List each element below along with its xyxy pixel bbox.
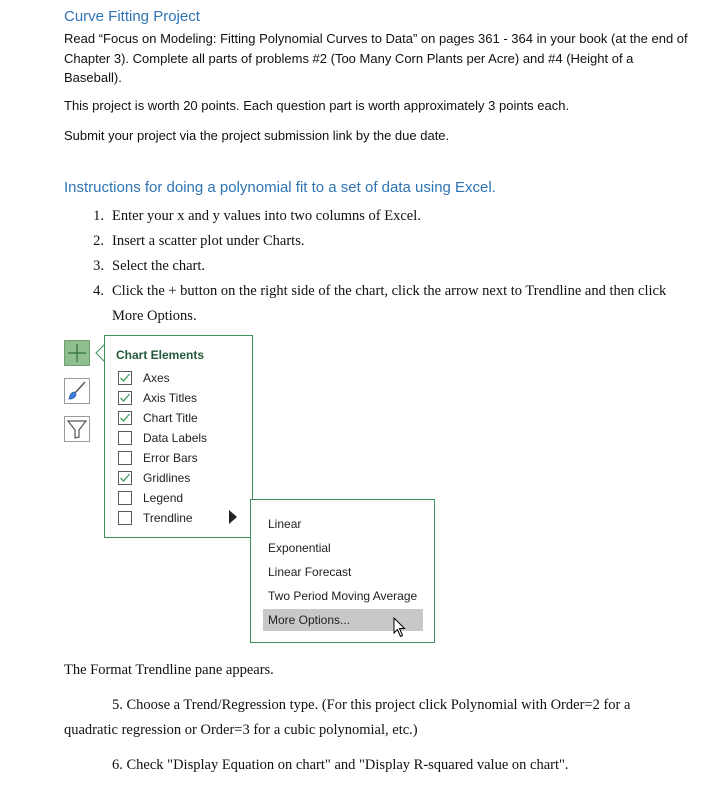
checkbox-axes[interactable] (118, 371, 132, 385)
checkbox-gridlines[interactable] (118, 471, 132, 485)
intro-paragraph: Read “Focus on Modeling: Fitting Polynomial Curves to Data” on pages 361 - 364 in your book (at the end of Chapter 3). Complete all parts of problems #2 (Too Many Corn Plants per Acre) and #4 (Height of a Baseball). (64, 31, 688, 85)
paintbrush-icon (65, 379, 89, 403)
chart-element-gridlines[interactable] (118, 469, 190, 487)
chart-element-label: Axes (143, 371, 170, 385)
step-4-continuation: More Options. (112, 308, 197, 324)
checkbox-chart-title[interactable] (118, 411, 132, 425)
checkbox-error-bars[interactable] (118, 451, 132, 465)
points-worth-text: This project is worth 20 points. Each question part is worth approximately 3 points each. (64, 98, 570, 113)
plus-icon (65, 341, 89, 365)
page-title: Curve Fitting Project (64, 8, 200, 25)
submit-text: Submit your project via the project submission link by the due date. (64, 128, 450, 143)
step-text: Enter your x and y values into two columns of Excel. (112, 208, 421, 224)
step-text: Insert a scatter plot under Charts. (112, 233, 305, 249)
chart-element-error-bars[interactable] (118, 449, 198, 467)
step-5-line-1: 5. Choose a Trend/Regression type. (For this project click Polynomial with Order=2 for a (112, 697, 631, 713)
chart-styles-button[interactable] (64, 378, 90, 404)
trendline-submenu (250, 499, 435, 643)
mouse-cursor-icon (393, 617, 407, 638)
trendline-option-exponential[interactable]: Exponential (268, 541, 331, 555)
chart-element-label: Legend (143, 491, 184, 505)
checkmark-icon (119, 372, 131, 384)
chart-element-trendline[interactable] (118, 509, 193, 527)
step-text: Click the + button on the right side of the chart, click the arrow next to Trendline and then click (112, 283, 667, 299)
chart-element-legend[interactable] (118, 489, 183, 507)
checkmark-icon (119, 472, 131, 484)
chart-elements-title: Chart Elements (116, 348, 205, 362)
checkbox-legend[interactable] (118, 491, 132, 505)
chart-element-label: Trendline (143, 511, 193, 525)
chart-element-axis-titles[interactable] (118, 389, 197, 407)
step-1 (64, 208, 421, 225)
format-trendline-text: The Format Trendline pane appears. (64, 662, 274, 678)
step-5-line-2: quadratic regression or Order=3 for a cubic polynomial, etc.) (64, 722, 418, 738)
chart-element-label: Gridlines (143, 471, 191, 485)
step-4 (64, 283, 666, 300)
chart-element-label: Chart Title (143, 411, 198, 425)
chart-element-axes[interactable] (118, 369, 170, 387)
step-2 (64, 233, 304, 250)
checkbox-trendline[interactable] (118, 511, 132, 525)
trendline-option-moving-average[interactable]: Two Period Moving Average (268, 589, 418, 603)
step-number: 2. (93, 233, 104, 249)
chart-element-data-labels[interactable] (118, 429, 207, 447)
chart-filters-button[interactable] (64, 416, 90, 442)
step-3 (64, 258, 205, 275)
trendline-option-linear[interactable]: Linear (268, 517, 302, 531)
step-6: 6. Check "Display Equation on chart" and "Display R-squared value on chart". (112, 757, 569, 773)
checkmark-icon (119, 412, 131, 424)
checkmark-icon (119, 392, 131, 404)
step-number: 4. (93, 283, 104, 299)
chart-element-chart-title[interactable] (118, 409, 198, 427)
chart-element-label: Data Labels (143, 431, 208, 445)
checkbox-data-labels[interactable] (118, 431, 132, 445)
checkbox-axis-titles[interactable] (118, 391, 132, 405)
trendline-option-linear-forecast[interactable]: Linear Forecast (268, 565, 352, 579)
trendline-arrow-icon[interactable] (228, 509, 238, 525)
step-number: 3. (93, 258, 104, 274)
funnel-icon (65, 417, 89, 441)
step-text: Select the chart. (112, 258, 205, 274)
instructions-heading: Instructions for doing a polynomial fit to a set of data using Excel. (64, 179, 496, 196)
trendline-option-more-options[interactable]: More Options... (263, 609, 423, 631)
chart-element-label: Axis Titles (143, 391, 198, 405)
step-number: 1. (93, 208, 104, 224)
chart-elements-popup (104, 335, 253, 538)
chart-elements-button[interactable] (64, 340, 90, 366)
chart-element-label: Error Bars (143, 451, 198, 465)
